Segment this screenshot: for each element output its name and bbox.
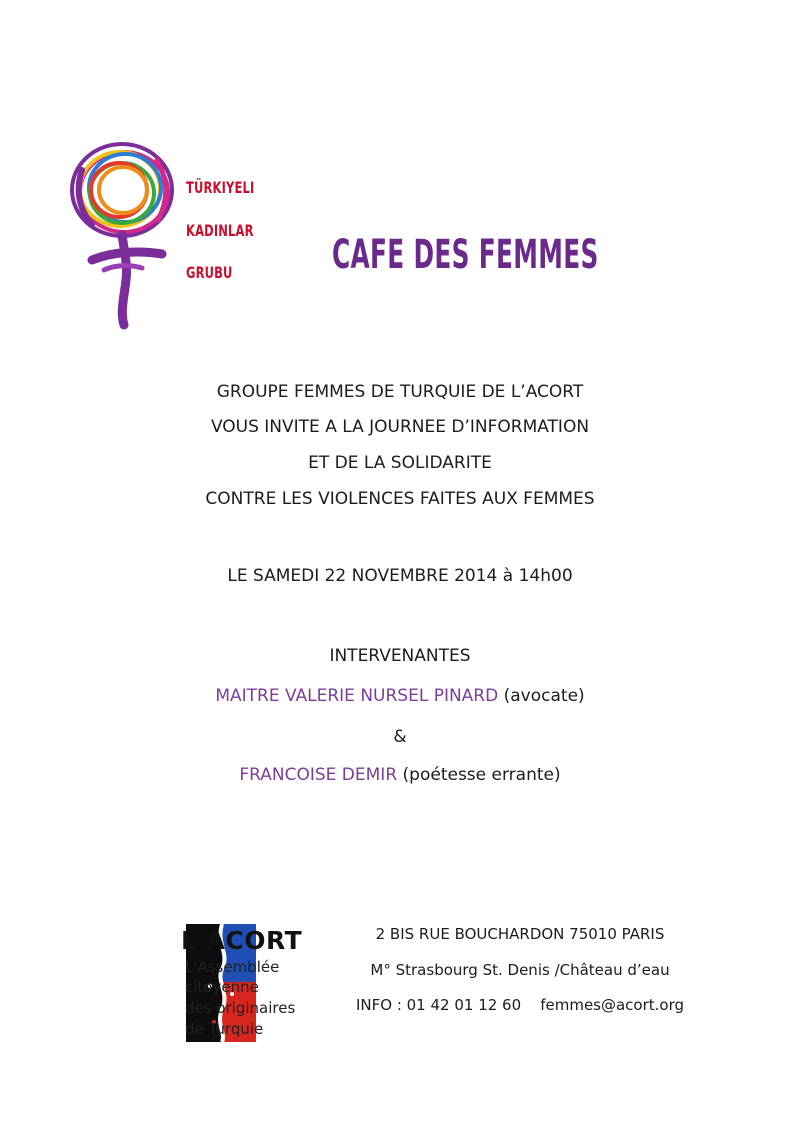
logo-text-line-3: GRUBU (186, 263, 233, 282)
speaker-2 (0, 765, 800, 785)
acort-line-4: de Turquie (185, 1020, 264, 1038)
invitation-line-4: CONTRE LES VIOLENCES FAITES AUX FEMMES (205, 489, 595, 509)
speakers-heading: INTERVENANTES (329, 646, 471, 666)
speaker-1-role: (avocate) (503, 686, 585, 706)
event-date: LE SAMEDI 22 NOVEMBRE 2014 à 14h00 (227, 566, 573, 586)
address: 2 BIS RUE BOUCHARDON 75010 PARIS (375, 925, 665, 943)
invitation-line-2: VOUS INVITE A LA JOURNEE D’INFORMATION (210, 417, 590, 437)
logo-text-line-1: TÜRKIYELI (186, 178, 255, 197)
metro-stations: M° Strasbourg St. Denis /Château d’eau (370, 961, 670, 979)
speaker-1 (0, 686, 800, 706)
acort-title: L'ACORT (181, 926, 303, 955)
acort-line-1: L'Assemblée (185, 958, 280, 976)
invitation-line-3: ET DE LA SOLIDARITE (308, 453, 492, 473)
page-title: CAFE DES FEMMES (332, 232, 599, 278)
acort-line-2: citoyenne (185, 978, 259, 996)
speaker-1-name: MAITRE VALERIE NURSEL PINARD (215, 686, 499, 706)
speaker-2-name: FRANCOISE DEMIR (239, 765, 398, 785)
speaker-2-role: (poétesse errante) (402, 765, 561, 785)
speaker-separator: & (393, 727, 407, 747)
acort-line-3: des originaires (185, 999, 296, 1017)
invitation-line-1: GROUPE FEMMES DE TURQUIE DE L’ACORT (216, 382, 584, 402)
womens-group-logo (62, 140, 187, 330)
contact-info: INFO : 01 42 01 12 60 femmes@acort.org (355, 996, 685, 1014)
logo-text-line-2: KADINLAR (186, 221, 254, 240)
